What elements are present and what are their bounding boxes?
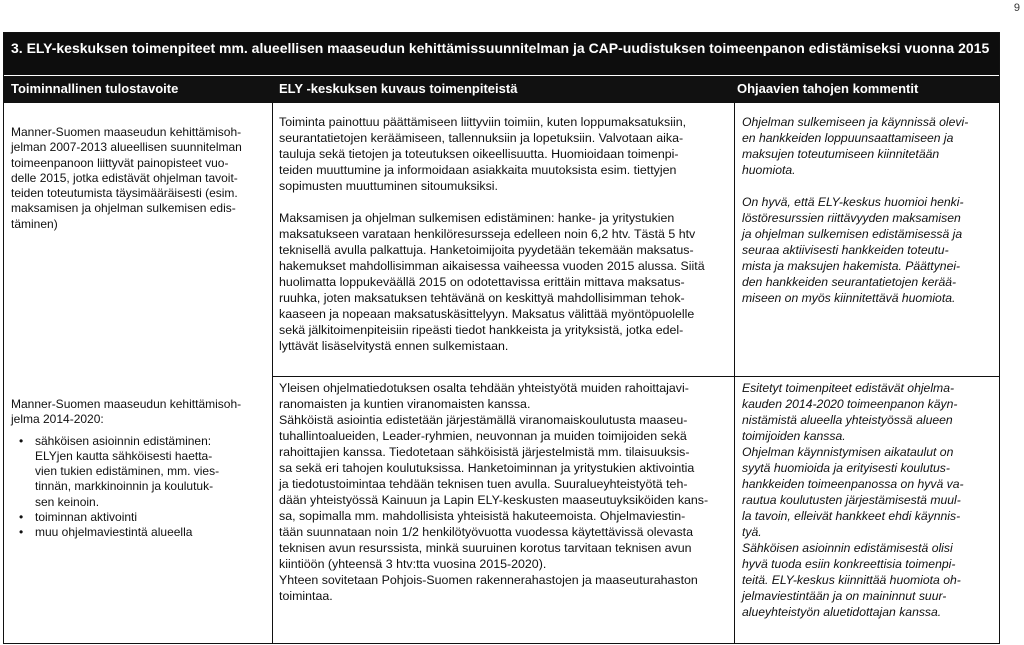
comment-paragraph: Esitetyt toimenpiteet edistävät ohjelma- kauden 2014-2020 toimeenpanon käyn- nistämistä alueella yhteistyössä alueen toimijoiden kanssa. Ohjelman käynnistymisen aikataulut on syytä huomioida ja erityisesti koulutus- hankkeiden toimeenpanossa on hyvä va- rautua koulutusten järjestämisestä muul- la tavoin, elleivät hankkeet ehdi käynnis- tyä. Sähköisen asioinnin edistämisestä olisi hyvä tuoda esiin konkreettisia toimenpi- teitä. ELY-keskus kiinnittää huomiota oh- jelmaviestintään ja on maininnut suur- alueyhteistyön aluetidottajan kanssa. [742,381,964,619]
column-header-goal: Toiminnallinen tulostavoite [11,81,179,96]
comment-cell-2014-2020 [742,380,992,620]
section-title: 3. ELY-keskuksen toimenpiteet mm. alueellisen maaseudun kehittämissuunnitelman ja CAP-uudistuksen toimeenpanon edistämiseksi vuonna 2015 [11,40,990,56]
section-header [4,33,999,75]
page-number: 9 [1013,2,1020,14]
comment-paragraph: On hyvä, että ELY-keskus huomioi henki- löstöresurssien riittävyyden maksamisen ja ohjelman sulkemisen edistämisessä ja seuraa aktiivisesti hankkeiden toteutu- mista ja maksujen hakemista. Päättynei- den hankkeiden seurantatietojen kerää- miseen on myös kiinnitettävä huomiota. [742,195,964,305]
column-header-row [4,76,999,102]
row-divider [272,376,999,377]
column-divider [734,76,735,643]
goal-bullet-list [11,434,266,541]
action-cell-2014-2020 [279,380,729,604]
goal-cell-2014-2020 [11,397,266,541]
list-item: • sähköisen asioinnin edistäminen: ELYjen kautta sähköisesti haetta- vien tukien edistäminen, mm. vies- tinnän, markkinoinnin ja koulutuk- sen keinoin. [11,434,266,510]
goal-text: Manner-Suomen maaseudun kehittämisoh- jelman 2007-2013 alueellisen suunnitelman toimeenpanoon liittyvät painopisteet vuo- delle 2015, jotka edistävät ohjelman tavoit- teiden toteutumista täysimääräisesti (esim. maksamisen ja ohjelman sulkemisen edis- täminen) [11,125,242,231]
column-divider [272,76,273,643]
column-header-comments: Ohjaavien tahojen kommentit [737,81,919,96]
header-divider [4,102,999,103]
measures-table [3,32,1000,644]
comment-cell-2007-2013 [742,114,992,306]
list-item: • toiminnan aktivointi [11,510,266,525]
action-paragraph: Yleisen ohjelmatiedotuksen osalta tehdään yhteistyötä muiden rahoittajavi- ranomaisten ja kuntien viranomaisten kanssa. Sähköistä asiointia edistetään järjestämällä viranomaiskoulutusta maaseu- tuhallintoalueiden, Leader-ryhmien, neuvonnan ja muiden toimijoiden sekä rahoittajien kanssa. Tiedotetaan sähköisistä järjestelmistä mm. tilaisuuksis- sa sekä eri tahojen koulutuksissa. Hanketoiminnan ja yritystukien aktivointia ja tiedotustoimintaa tehdään teknisen tuen avulla. Suuralueyhteistyötä teh- dään yhteistyössä Kainuun ja Lapin ELY-keskusten maaseutuyksiköiden kans- sa, sopimalla mm. mahdollisista yhteisistä hakuteemoista. Ohjelmaviestin- tään suunnataan noin 1/2 henkilötyövuotta vuodessa käytettävissä olevasta teknisen avun resurssista, minkä suuruinen korotus tarvitaan teknisen avun kiintiöön (yhteensä 3 htv:tta vuosina 2015-2020). Yhteen sovitetaan Pohjois-Suomen rakennerahastojen ja maaseuturahaston toimintaa. [279,381,709,603]
action-cell-2007-2013 [279,114,729,354]
comment-paragraph: Ohjelman sulkemiseen ja käynnissä olevi- en hankkeiden loppuunsaattamiseen ja maksujen toteutumiseen kiinnitetään huomiota. [742,115,969,177]
list-item: • muu ohjelmaviestintä alueella [11,525,266,540]
column-header-actions: ELY -keskuksen kuvaus toimenpiteistä [279,81,518,96]
action-paragraph: Toiminta painottuu päättämiseen liittyviin toimiin, kuten loppumaksatuksiin, seurantatietojen keräämiseen, tallennuksiin ja lopetuksiin. Valvotaan aika- tauluja sekä tietojen ja toteutuksen oikeellisuutta. Huomioidaan toimenpi- teiden muuttumine ja informoidaan asiakkaita muutoksista esim. tiettyjen sopimusten muuttuminen sitoumuksiksi. [279,115,687,193]
goal-cell-2007-2013 [11,125,266,232]
action-paragraph: Maksamisen ja ohjelman sulkemisen edistäminen: hanke- ja yritystukien maksatukseen varataan henkilöresursseja edelleen noin 6,2 htv. Tästä 5 htv teknisellä avulla palkattuja. Hanketoimijoita pyydetään tekemään maksatus- hakemukset mahdollisimman aikaisessa vaiheessa vuoden 2015 alussa. Siitä huolimatta loppukeväällä 2015 on odotettavissa erittäin mittava maksatus- ruuhka, joten maksatuksen tehtävänä on keskittyä mahdollisimman tehok- kaaseen ja nopeaan maksatuskäsittelyyn. Maksatus välittää myöntöpuolelle sekä jälkitoimenpiteisiin ripeästi tiedot hankkeista ja yrityksistä, jotka edel- lyttävät lisäselvitystä ennen sulkemistaan. [279,211,705,353]
goal-text: Manner-Suomen maaseudun kehittämisoh- jelma 2014-2020: [11,397,242,427]
